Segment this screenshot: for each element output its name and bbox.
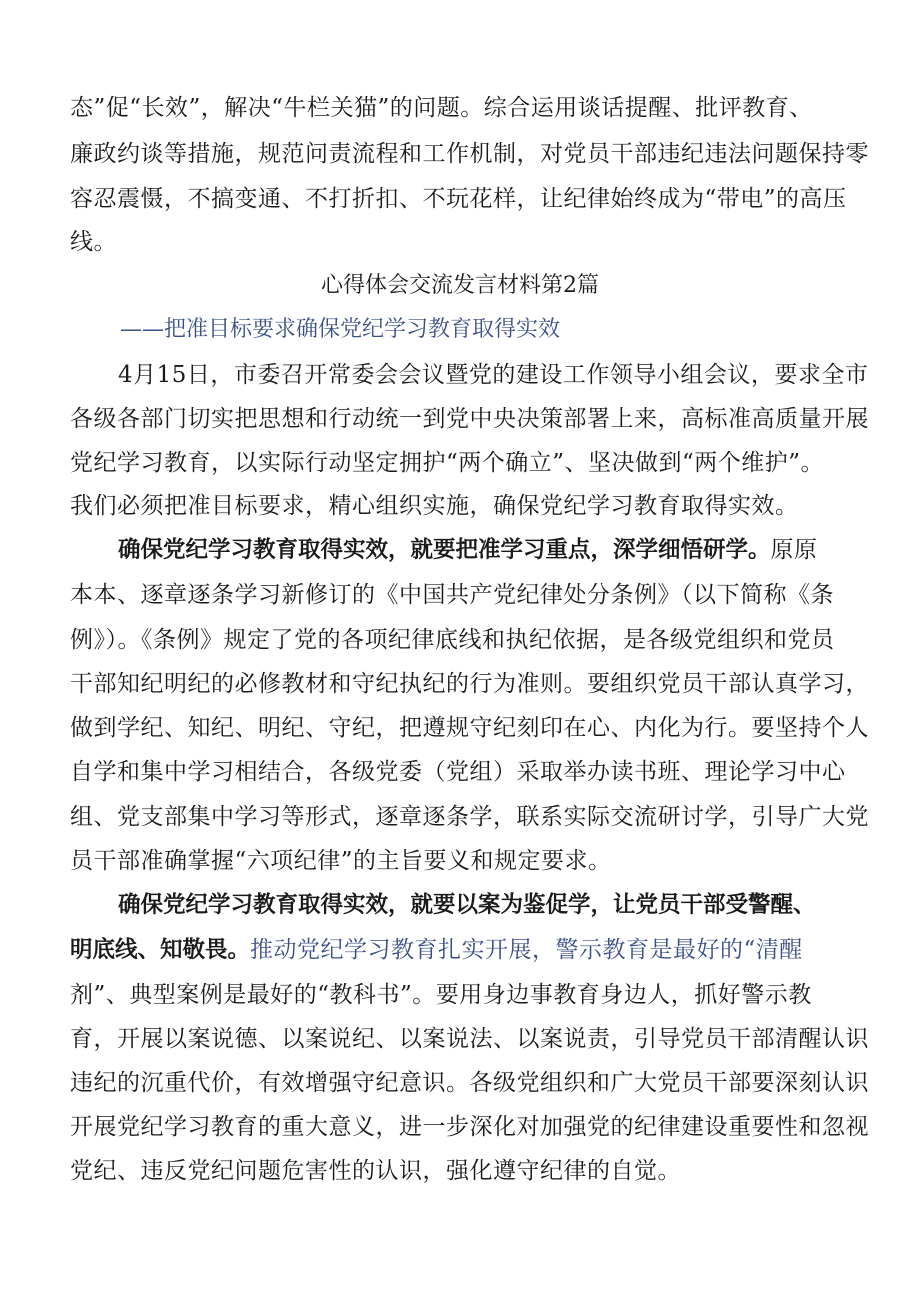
bold-lead: 确保党纪学习教育取得实效，就要把准学习重点，深学细悟研学。 <box>118 537 771 563</box>
text-run: 原原 <box>770 537 818 563</box>
text-run: 推动党纪学习教育扎实开展，警示教育是最好的“清醒 <box>250 937 803 963</box>
text-line: 做到学纪、知纪、明纪、守纪，把遵规守纪刻印在心、内化为行。要坚持个人 <box>70 715 869 741</box>
text-line: 例》）。《条例》规定了党的各项纪律底线和执纪依据，是各级党组织和党员 <box>70 627 835 653</box>
text-line: 违纪的沉重代价，有效增强守纪意识。各级党组织和广大党员干部要深刻认识 <box>70 1070 869 1096</box>
bold-lead: 明底线、知敬畏。 <box>70 937 251 963</box>
text-line: 育，开展以案说德、以案说纪、以案说法、以案说责，引导党员干部清醒认识 <box>70 1026 869 1052</box>
text-line: 各级各部门切实把思想和行动统一到党中央决策部署上来，高标准高质量开展 <box>70 406 869 432</box>
bold-lead: 确保党纪学习教育取得实效，就要以案为鉴促学，让党员干部受警醒、 <box>118 892 816 918</box>
section-title: 心得体会交流发言材料第2篇 <box>321 273 599 298</box>
text-line: 剂”、典型案例是最好的“教科书”。要用身边事教育身边人，抓好警示教 <box>70 982 812 1008</box>
section-subtitle: ——把准目标要求确保党纪学习教育取得实效 <box>120 317 561 342</box>
text-line: 廉政约谈等措施，规范问责流程和工作机制，对党员干部违纪违法问题保持零 <box>70 141 869 167</box>
text-line: 自学和集中学习相结合，各级党委（党组）采取举办读书班、理论学习中心 <box>70 759 846 785</box>
text-line: 态”促“长效”，解决“牛栏关猫”的问题。综合运用谈话提醒、批评教育、 <box>70 95 813 121</box>
paragraph-lead-line <box>118 885 870 925</box>
paragraph-lead-line <box>118 530 870 570</box>
paragraph-lead-line <box>70 930 870 970</box>
text-line: 4月15日，市委召开常委会会议暨党的建设工作领导小组会议，要求全市 <box>118 362 869 388</box>
text-line: 开展党纪学习教育的重大意义，进一步深化对加强党的纪律建设重要性和忽视 <box>70 1114 869 1140</box>
text-line: 线。 <box>70 229 117 255</box>
text-line: 党纪、违反党纪问题危害性的认识，强化遵守纪律的自觉。 <box>70 1158 681 1184</box>
text-line: 我们必须把准目标要求，精心组织实施，确保党纪学习教育取得实效。 <box>70 493 799 519</box>
text-line: 干部知纪明纪的必修教材和守纪执纪的行为准则。要组织党员干部认真学习， <box>70 671 869 697</box>
text-line: 本本、逐章逐条学习新修订的《中国共产党纪律处分条例》（以下简称《条 <box>70 582 834 608</box>
text-line: 党纪学习教育，以实际行动坚定拥护“两个确立”、坚决做到“两个维护”。 <box>70 450 825 476</box>
text-line: 员干部准确掌握“六项纪律”的主旨要义和规定要求。 <box>70 848 612 874</box>
text-line: 组、党支部集中学习等形式，逐章逐条学，联系实际交流研讨学，引导广大党 <box>70 804 869 830</box>
text-line: 容忍震慑，不搞变通、不打折扣、不玩花样，让纪律始终成为“带电”的高压 <box>70 186 847 212</box>
